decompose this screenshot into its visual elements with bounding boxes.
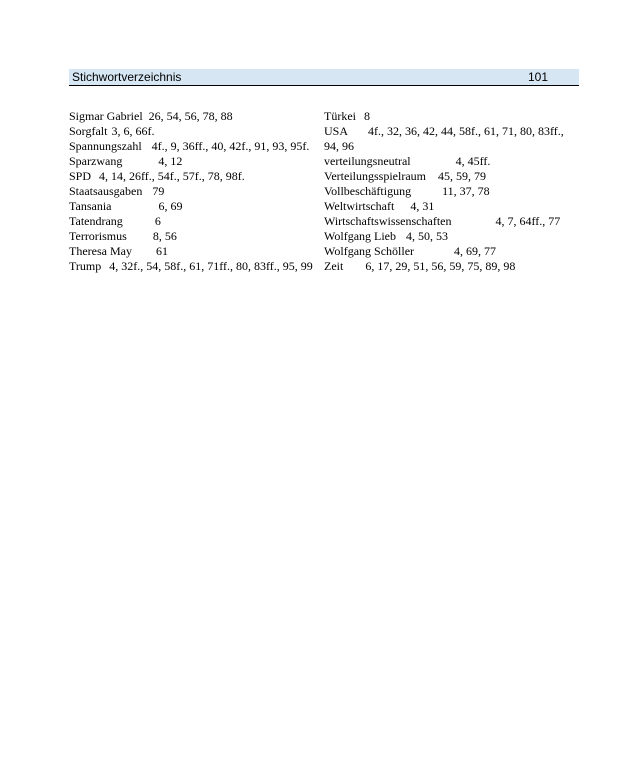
index-term: Sorgfalt (69, 124, 108, 138)
index-term: Spannungszahl (69, 139, 142, 153)
index-pages: 45, 59, 79 (437, 169, 486, 183)
index-entry (324, 154, 577, 169)
index-pages: 4, 31 (410, 199, 435, 213)
index-term: USA (324, 124, 349, 138)
index-entry (324, 229, 577, 244)
index-term: Wirtschaftswissenschaften (324, 214, 452, 228)
index-entry (69, 169, 322, 184)
index-pages: 3, 6, 66f. (111, 124, 155, 138)
index-entry (69, 199, 322, 214)
index-pages: 26, 54, 56, 78, 88 (148, 109, 233, 123)
index-term: Terrorismus (69, 229, 127, 243)
page-header (69, 69, 579, 86)
index-entry (324, 109, 577, 124)
index-entry (69, 139, 322, 154)
index-entry (69, 109, 322, 124)
index-entry (69, 124, 322, 139)
index-term: Vollbeschäftigung (324, 184, 412, 198)
index-term: Wolfgang Lieb (324, 229, 397, 243)
index-pages: 8, 56 (152, 229, 177, 243)
index-pages: 6, 17, 29, 51, 56, 59, 75, 89, 98 (365, 259, 516, 273)
index-entry (324, 244, 577, 259)
index-entry (69, 244, 322, 259)
index-term: Weltwirtschaft (324, 199, 395, 213)
index-pages: 11, 37, 78 (442, 184, 490, 198)
index-pages: 4, 12 (158, 154, 183, 168)
index-term: Tatendrang (69, 214, 123, 228)
index-entry (324, 169, 577, 184)
index-entry (69, 184, 322, 199)
index-pages: 4, 32f., 54, 58f., 61, 71ff., 80, 83ff., 95, 99 (109, 259, 313, 273)
index-entry (324, 259, 577, 274)
section-title: Stichwortverzeichnis (72, 70, 182, 84)
index-pages: 4f., 9, 36ff., 40, 42f., 91, 93, 95f. (151, 139, 310, 153)
index-term: Verteilungsspielraum (324, 169, 426, 183)
index-entry (69, 259, 322, 274)
index-term: Staatsausgaben (69, 184, 143, 198)
index-pages: 4, 50, 53 (406, 229, 449, 243)
index-pages: 4, 7, 64ff., 77 (495, 214, 561, 228)
index-pages: 6 (154, 214, 161, 228)
index-term: Wolfgang Schöller (324, 244, 415, 258)
index-pages: 6, 69 (158, 199, 183, 213)
index-entry (324, 124, 577, 154)
index-term: Sparzwang (69, 154, 123, 168)
index-pages: 4, 45ff. (455, 154, 491, 168)
index-pages: 4, 69, 77 (454, 244, 497, 258)
index-pages: 8 (364, 109, 370, 123)
index-entry (69, 229, 322, 244)
index-term: Türkei (324, 109, 356, 123)
index-entry (324, 184, 577, 199)
index-column-right (324, 109, 577, 274)
index-pages: 4f., 32, 36, 42, 44, 58f., 61, 71, 80, 83ff., 94, 96 (324, 124, 564, 153)
index-term: Zeit (324, 259, 344, 273)
index-pages: 79 (152, 184, 165, 198)
index-term: SPD (69, 169, 92, 183)
index-pages: 61 (155, 244, 168, 258)
index-term: Sigmar Gabriel (69, 109, 143, 123)
index-pages: 4, 14, 26ff., 54f., 57f., 78, 98f. (99, 169, 245, 183)
index-term: Tansania (69, 199, 112, 213)
index-entry (324, 199, 577, 214)
index-column-left (69, 109, 322, 274)
index-term: verteilungsneutral (324, 154, 411, 168)
index-entry (69, 154, 322, 169)
index-term: Trump (69, 259, 102, 273)
index-entry (69, 214, 322, 229)
index-entry (324, 214, 577, 229)
page-number: 101 (527, 70, 548, 84)
index-term: Theresa May (69, 244, 132, 258)
